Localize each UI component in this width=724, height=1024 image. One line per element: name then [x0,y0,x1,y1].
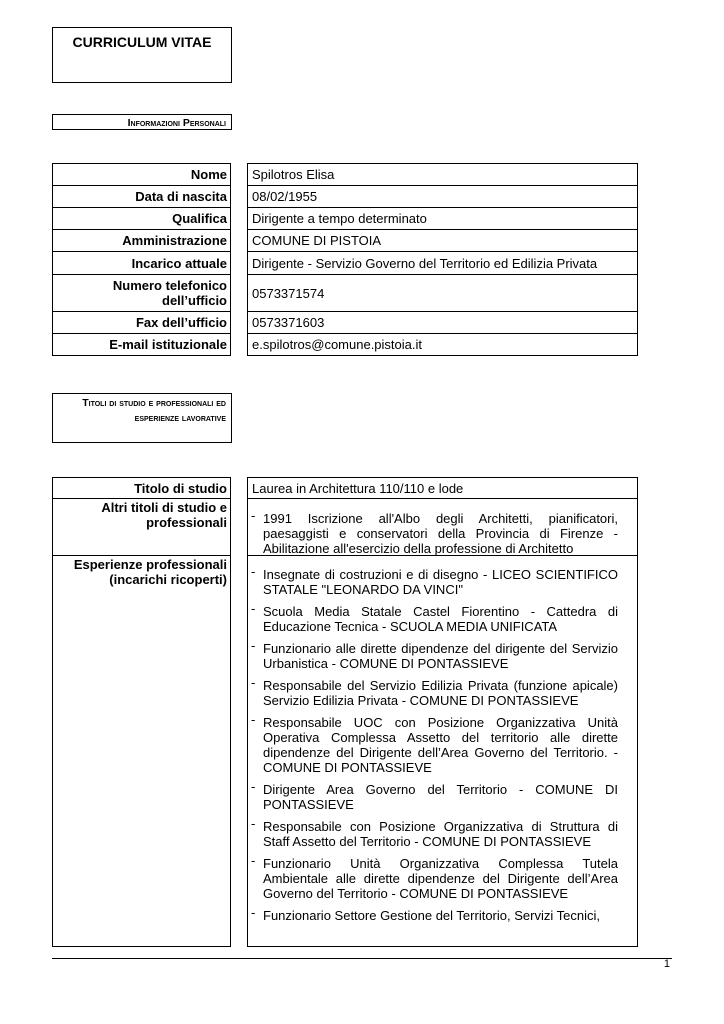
list-item: - 1991 Iscrizione all'Albo degli Architetti, pianificatori, paesaggisti e conservatori della Provincia di Firenze - Abilitazione all'esercizio della professione di Architetto [251,511,618,556]
list-item: - Insegnate di costruzioni e di disegno - LICEO SCIENTIFICO STATALE "LEONARDO DA VINCI" [251,567,618,597]
value-data-nascita: 08/02/1955 [247,185,638,208]
label-data-nascita: Data di nascita [52,185,231,208]
list-item: - Funzionario Unità Organizzativa Complessa Tutela Ambientale alle dirette dipendenze del Dirigente dell’Area Governo del Territorio - COMUNE DI PONTASSIEVE [251,856,618,901]
value-fax: 0573371603 [247,311,638,334]
footer-divider [52,958,672,959]
list-item: - Funzionario Settore Gestione del Territorio, Servizi Tecnici, [251,908,618,923]
label-nome: Nome [52,163,231,186]
education-header: Titoli di studio e professionali ed esperienze lavorative [52,393,232,443]
label-titolo-studio: Titolo di studio [52,477,231,499]
list-item: - Scuola Media Statale Castel Fiorentino - Cattedra di Educazione Tecnica - SCUOLA MEDIA UNIFICATA [251,604,618,634]
list-item: - Dirigente Area Governo del Territorio - COMUNE DI PONTASSIEVE [251,782,618,812]
list-item: - Funzionario alle dirette dipendenze del dirigente del Servizio Urbanistica - COMUNE DI PONTASSIEVE [251,641,618,671]
value-amministrazione: COMUNE DI PISTOIA [247,229,638,252]
page-number: 1 [663,958,670,970]
value-qualifica: Dirigente a tempo determinato [247,207,638,230]
label-altri-titoli: Altri titoli di studio e professionali [52,498,231,556]
label-esperienze: Esperienze professionali (incarichi ricoperti) [52,555,231,947]
cv-title: CURRICULUM VITAE [72,34,212,50]
label-qualifica: Qualifica [52,207,231,230]
altri-titoli-list [251,511,618,563]
label-email: E-mail istituzionale [52,333,231,356]
list-item: - Responsabile UOC con Posizione Organizzativa Unità Operativa Complessa Assetto del territorio alle dirette dipendenze del Dirigente dell’Area Governo del Territorio. - COMUNE DI PONTASSIEVE [251,715,618,775]
label-amministrazione: Amministrazione [52,229,231,252]
value-incarico-attuale: Dirigente - Servizio Governo del Territorio ed Edilizia Privata [247,251,638,275]
value-titolo-studio: Laurea in Architettura 110/110 e lode [247,477,638,499]
label-telefono: Numero telefonico dell’ufficio [52,274,231,312]
label-incarico-attuale: Incarico attuale [52,251,231,275]
esperienze-list [251,567,618,930]
list-item: - Responsabile del Servizio Edilizia Privata (funzione apicale) Servizio Edilizia Privata - COMUNE DI PONTASSIEVE [251,678,618,708]
value-email: e.spilotros@comune.pistoia.it [247,333,638,356]
value-nome: Spilotros Elisa [247,163,638,186]
value-telefono: 0573371574 [247,274,638,312]
personal-info-header: Informazioni Personali [52,114,232,130]
label-fax: Fax dell’ufficio [52,311,231,334]
list-item: - Responsabile con Posizione Organizzativa di Struttura di Staff Assetto del Territorio - COMUNE DI PONTASSIEVE [251,819,618,849]
cv-title-box [52,27,232,83]
